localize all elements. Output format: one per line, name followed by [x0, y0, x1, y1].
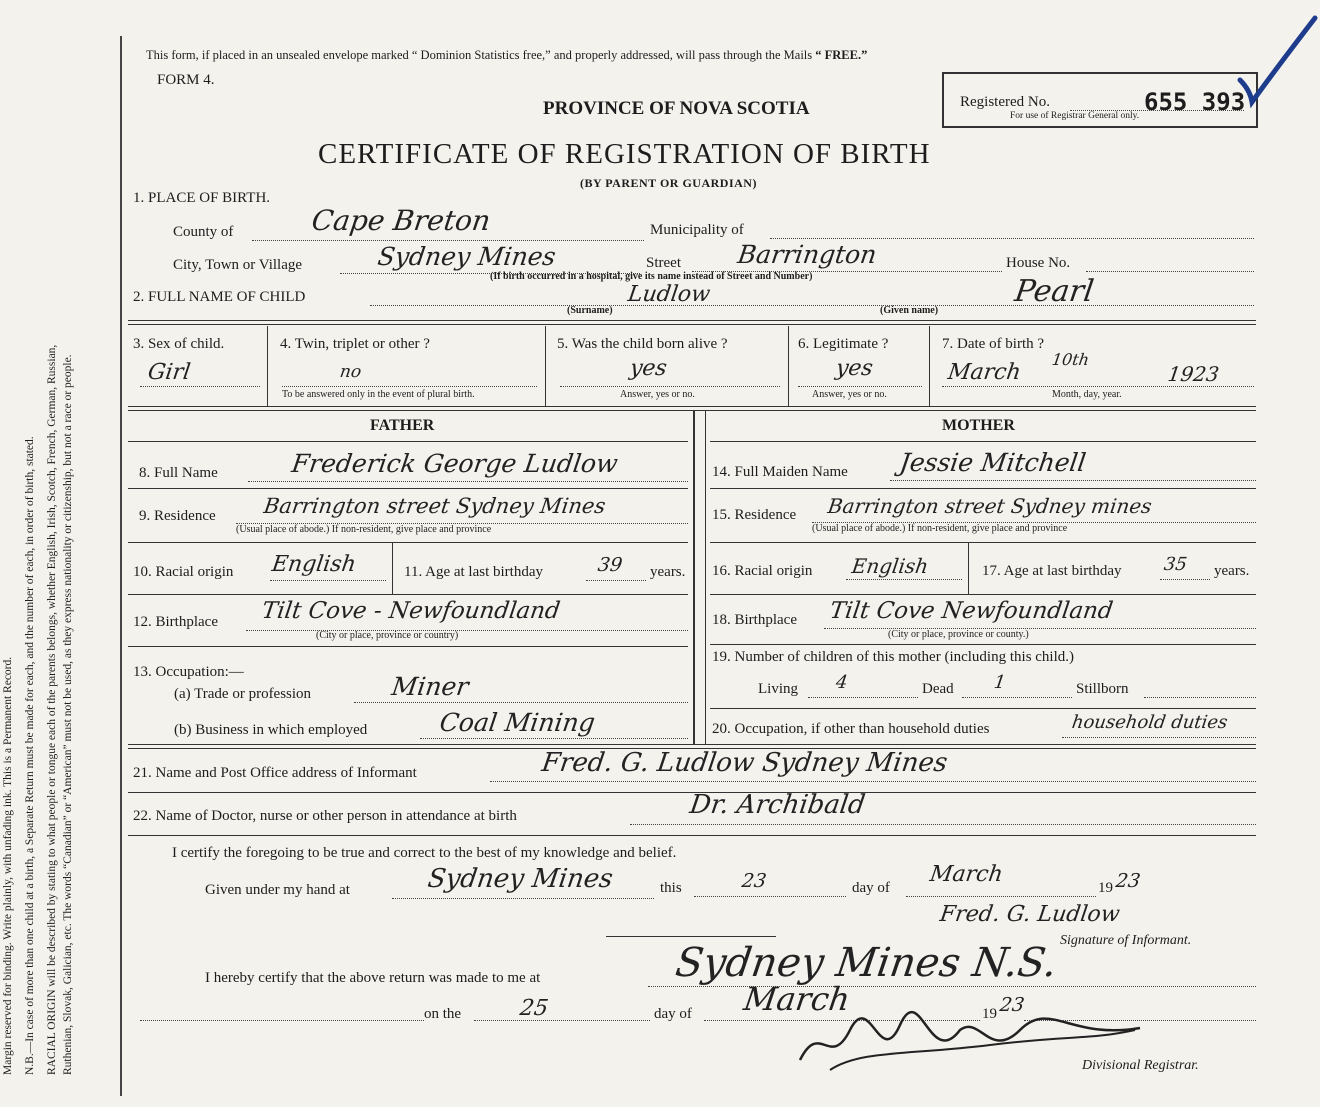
mother-age-unit: years. [1214, 563, 1250, 579]
county-value: Cape Breton [309, 204, 493, 237]
place-of-birth-heading: 1. PLACE OF BIRTH. [133, 190, 271, 206]
dob-day: 10th [1050, 350, 1091, 369]
alive-value: yes [628, 356, 669, 381]
given-day: 23 [740, 870, 768, 892]
mother-name-label: 14. Full Maiden Name [712, 464, 848, 480]
registrar-place: Sydney Mines N.S. [672, 940, 1060, 986]
certify-statement: I certify the foregoing to be true and correct to the best of my knowledge and belief. [172, 845, 677, 861]
dead-value: 1 [992, 672, 1007, 693]
registrar-statement: I hereby certify that the above return was made to me at [205, 970, 541, 986]
registered-number: 655 393 [1144, 88, 1246, 116]
child-surname: Ludlow [626, 282, 712, 307]
mother-age-label: 17. Age at last birthday [982, 563, 1122, 579]
divider [128, 320, 1256, 325]
mother-occupation: household duties [1070, 712, 1229, 733]
given-name-label: (Given name) [880, 305, 939, 316]
child-given-name: Pearl [1012, 274, 1096, 309]
legitimate-value: yes [834, 356, 875, 381]
legitimate-label: 6. Legitimate ? [798, 336, 889, 352]
registrar-month: March [741, 980, 853, 1018]
sex-value: Girl [146, 360, 192, 385]
mother-residence: Barrington street Sydney mines [826, 494, 1154, 518]
registrar-year: 23 [998, 994, 1026, 1016]
father-name-label: 8. Full Name [139, 465, 218, 481]
father-business-label: (b) Business in which employed [174, 722, 368, 738]
father-heading: FATHER [370, 417, 435, 434]
twin-label: 4. Twin, triplet or other ? [280, 336, 430, 352]
registered-box [942, 72, 1258, 128]
father-residence-label: 9. Residence [139, 508, 216, 524]
given-year: 23 [1114, 870, 1142, 892]
mother-residence-label: 15. Residence [712, 507, 797, 523]
street-label: Street [646, 255, 681, 271]
father-occupation-label: 13. Occupation:— [133, 664, 244, 680]
legitimate-note: Answer, yes or no. [812, 389, 887, 400]
this-label: this [660, 880, 682, 896]
given-month: March [928, 862, 1005, 887]
mother-children-label: 19. Number of children of this mother (including this child.) [712, 649, 1075, 665]
mail-notice [146, 48, 867, 63]
sex-label: 3. Sex of child. [133, 336, 225, 352]
page-title: CERTIFICATE OF REGISTRATION OF BIRTH [318, 138, 931, 170]
province-heading: PROVINCE OF NOVA SCOTIA [543, 98, 810, 119]
living-value: 4 [834, 672, 849, 693]
dob-month: March [946, 360, 1023, 385]
informant-value: Fred. G. Ludlow Sydney Mines [539, 748, 950, 778]
alive-label: 5. Was the child born alive ? [557, 336, 728, 352]
dob-note: Month, day, year. [1052, 389, 1122, 400]
given-day-of-label: day of [852, 880, 890, 896]
check-mark-icon [1220, 10, 1320, 110]
dead-label: Dead [922, 681, 954, 697]
registrar-day: 25 [518, 996, 550, 1021]
mother-birthplace-label: 18. Birthplace [712, 612, 797, 628]
stillborn-label: Stillborn [1076, 681, 1129, 697]
municipality-label: Municipality of [650, 222, 744, 238]
mother-occupation-label: 20. Occupation, if other than household duties [712, 721, 990, 737]
margin-instructions [0, 35, 130, 1075]
city-label: City, Town or Village [173, 257, 303, 273]
street-note: (If birth occurred in a hospital, give its name instead of Street and Number) [490, 271, 813, 282]
signature-label: Signature of Informant. [1060, 933, 1192, 948]
form-number: FORM 4. [157, 72, 215, 88]
surname-label: (Surname) [567, 305, 613, 316]
given-at-label: Given under my hand at [205, 882, 350, 898]
registered-label: Registered No. [960, 94, 1050, 110]
father-age: 39 [596, 554, 624, 576]
city-value: Sydney Mines [375, 242, 558, 271]
father-trade-label: (a) Trade or profession [174, 686, 312, 702]
father-age-unit: years. [650, 564, 686, 580]
dob-label: 7. Date of birth ? [942, 336, 1045, 352]
on-the-label: on the [424, 1006, 462, 1022]
attendant-label: 22. Name of Doctor, nurse or other person in attendance at birth [133, 808, 517, 824]
margin-line-3: RACIAL ORIGIN will be described by stating to what people or tongue each of the parents belongs, whether English, Irish, Scotch, French, German, Russian, [46, 344, 58, 1075]
informant-signature: Fred. G. Ludlow [938, 902, 1122, 927]
father-name: Frederick George Ludlow [289, 449, 620, 478]
mother-race-label: 16. Racial origin [712, 563, 813, 579]
page-subtitle: (BY PARENT OR GUARDIAN) [580, 176, 757, 190]
mother-birthplace-note: (City or place, province or county.) [888, 629, 1029, 640]
mother-residence-note: (Usual place of abode.) If non-resident, give place and province [812, 523, 1068, 534]
father-residence-note: (Usual place of abode.) If non-resident, give place and province [236, 524, 492, 535]
mail-notice-text: This form, if placed in an unsealed envelope marked “ Dominion Statistics free,” and properly addressed, will pass through the Mails [146, 48, 813, 62]
living-label: Living [758, 681, 798, 697]
street-value: Barrington [735, 240, 879, 269]
margin-line-4: Ruthenian, Slovak, Galician, etc. The words “Canadian” or “American” must not be used, as they express nationality or citizenship, but not a race or people. [62, 354, 74, 1075]
mother-name: Jessie Mitchell [897, 448, 1088, 477]
county-label: County of [173, 224, 234, 240]
alive-note: Answer, yes or no. [620, 389, 695, 400]
margin-line-1: Margin reserved for binding. Write plainly, with unfading ink. This is a Permanent Record. [2, 656, 14, 1075]
registrar-year-prefix: 19 [982, 1006, 997, 1022]
registrar-label: Divisional Registrar. [1082, 1058, 1199, 1073]
binding-rule [120, 36, 122, 1096]
mother-birthplace: Tilt Cove Newfoundland [828, 598, 1115, 624]
margin-line-2: N.B.—In case of more than one child at a birth, a Separate Return must be made for each, and the number of each, in order of birth, stated. [24, 436, 36, 1075]
father-business: Coal Mining [437, 708, 597, 737]
mother-race: English [850, 554, 930, 578]
father-birthplace-label: 12. Birthplace [133, 614, 218, 630]
given-place: Sydney Mines [425, 864, 615, 894]
father-age-label: 11. Age at last birthday [404, 564, 543, 580]
registrar-day-of-label: day of [654, 1006, 692, 1022]
given-year-prefix: 19 [1098, 880, 1113, 896]
mail-notice-free: “ FREE.” [815, 48, 868, 62]
mother-age: 35 [1162, 554, 1189, 575]
mother-heading: MOTHER [942, 417, 1015, 434]
father-race-label: 10. Racial origin [133, 564, 234, 580]
child-name-label: 2. FULL NAME OF CHILD [133, 289, 306, 305]
father-race: English [270, 552, 358, 577]
attendant-value: Dr. Archibald [687, 790, 867, 820]
father-residence: Barrington street Sydney Mines [262, 494, 608, 518]
house-label: House No. [1006, 255, 1071, 271]
father-birthplace: Tilt Cove - Newfoundland [260, 598, 562, 624]
dob-year: 1923 [1166, 362, 1221, 386]
registered-note: For use of Registrar General only. [1010, 111, 1140, 121]
informant-label: 21. Name and Post Office address of Informant [133, 765, 417, 781]
twin-value: no [338, 362, 363, 382]
father-birthplace-note: (City or place, province or country) [316, 630, 459, 641]
twin-note: To be answered only in the event of plural birth. [282, 389, 475, 400]
column-divider [693, 410, 695, 744]
father-trade: Miner [389, 672, 471, 701]
